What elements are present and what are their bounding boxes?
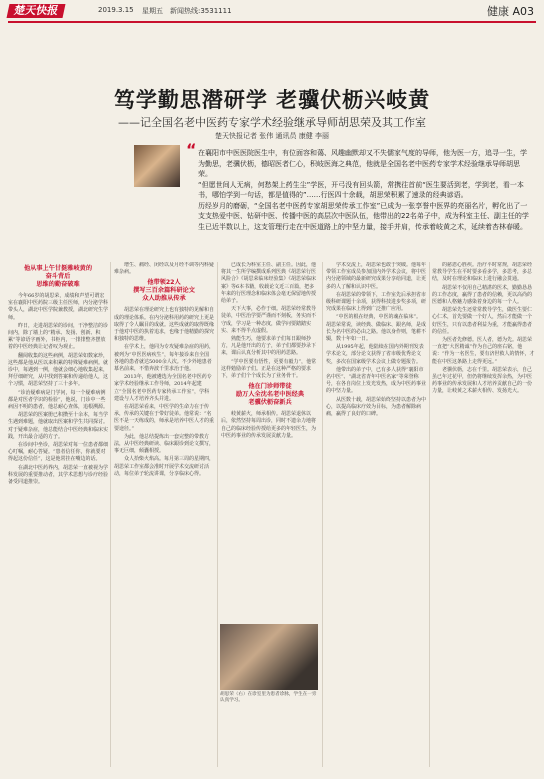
- paragraph: “诊治疑难病是门学问，每一个疑难病例都是对医者学识的检验”，他说，门诊中一些病因不明的患者，他总耐心查体，追根溯源。: [8, 389, 108, 411]
- intro-paragraph: 历经岁月的磨砺，“全国名老中医药专家胡思荣传承工作室”已成为一张享誉中医界的亮丽名片，孵化出了一支支热爱中医、钻研中医、传播中医的高层次中医队伍，他带出的22名弟子中，成为科室主任、副主任的学生已近半数以上，这支管理行走在中医道路上的中坚力量，接手并肩，传承着岐黄之术，延续着杏林春暖。: [198, 201, 529, 231]
- paragraph: 从1995年起，他陆续在国内外期刊发表学术论文，部分论文获得了省市级优秀论文奖，多次在国家级学术会议上做专题报告。: [326, 344, 424, 365]
- article-column-5: [432, 262, 536, 767]
- page-header: [0, 0, 544, 20]
- paragraph: 在胡思荣的带领下，工作室先后承担省市级科研课题十余项，获得科技进步奖多项，研究成果在临床上得到广泛推广应用。: [326, 291, 426, 313]
- paragraph: 今年66岁的胡思荣，成绩和声望可谓宏室在襄阳中医药院三级主任医师，内分泌学科带头人，湖北中医学院兼教授，湖北研究生学师。: [8, 293, 108, 321]
- paragraph: 岐黄薪火，师承相传。胡思荣退休以后，依然坚持每周出诊，同时不遗余力地将自己的临床经验传授给更多的年轻医生，为中医药事业的传承发展贡献力量。: [221, 411, 317, 439]
- article-column-4: [326, 262, 426, 767]
- headline: 笃学勤思潜研学 老骥伏枥兴岐黄: [113, 88, 431, 112]
- paragraph: 昨日，走进胡思荣的诊间，干净整洁的诊间内，除了墙上的“精承、发扬、创新、积累”等谚语字画外，书柜内，一排排整齐摆放着的中医经典让记者叹为观止。: [8, 322, 108, 351]
- paragraph: 他带出的弟子中，已有多人获得“襄阳市名中医”、“湖北省青年中医名家”等荣誉称号，在各自岗位上发光发热，成为中医药事业的中坚力量。: [326, 366, 426, 395]
- paragraph: “中医的根在经典，中医的魂在临床”。胡思荣常说，读经典、做临床、跟名师，是成长为名中医的必由之路。他以身作则，笔耕不辍，数十年如一日。: [326, 314, 426, 343]
- subheadline: ——记全国名老中医药专家学术经验继承导师胡思荣及其工作室: [118, 116, 426, 129]
- section-heading: 他带领22人 撰写三百余篇科研论文 众人助推从传承: [133, 279, 195, 303]
- section-heading: 他在门诊师带徒 励万人全沈名老中医经典 老骥伏枥奋新兵: [235, 383, 305, 407]
- byline: 楚天快报记者 张伟 通讯员 康健 李丽: [215, 132, 329, 140]
- intro-text: [198, 148, 532, 232]
- paragraph: 2013年，他被遴选为全国名老中医药专家学术经验继承工作导师，2014年起建立“全国名老中医药专家传承工作室”，学科建设与人才培养齐头并进。: [114, 374, 212, 402]
- column-divider: [429, 262, 430, 767]
- paragraph: 老骥伏枥，志在千里。胡思荣表示，自己虽已年过花甲，但仍将继续发挥余热，为中医药事业的传承发展和人才培养贡献自己的一份力量，让岐黄之术薪火相传、发扬光大。: [432, 366, 533, 395]
- paragraph: 胡思荣的医案册已积攒至十余本，每当学生遇到难题，他就取出医案和学生共同探讨。对于疑难杂症，他总能结合中医经典和临床实践，开出最合适的方子。: [8, 412, 108, 440]
- column-divider: [322, 262, 323, 767]
- page-number: A03: [512, 5, 534, 18]
- paragraph: 翻阅收集的这些病例，胡思荣如数家珍，这些都是他从医以来积累的特殊疑难病例。就诊中，每遇到一例，他就会细心地收集起来，拜仔细研究，从中找到答案和传递给他人，这个习惯，胡思荣坚持了三十多年。: [8, 352, 108, 388]
- paragraph: 在湖北中医药界内，胡思荣一直被视为学科发展的重要推动者，其学术思想与诊疗经验备受同道推崇。: [8, 464, 108, 486]
- paragraph: 在诊间中坐诊，胡思荣对每一位患者都细心叮嘱，耐心答疑。“患者信任你，你就要对得起这份信任”，这是他常挂在嘴边的话。: [8, 442, 108, 463]
- paragraph: 天下大事，必作于细。胡思荣经常教导徒弟，中医治学要严谨而不刻板，务实而不守成，学习是一种态度，做学问要踏踏实实、来不得半点虚假。: [221, 306, 317, 334]
- quote-mark-icon: “: [186, 140, 197, 159]
- paragraph: 增生、痛经、闭经以及月经不调等内科疑难杂病。: [114, 262, 214, 276]
- paragraph: 熟能生巧，他要求弟子们每日跟师抄方，凡是他开出的方子，弟子们都要抄录下来，课后认真分析其中的用药思路。: [221, 336, 317, 357]
- portrait-photo: [134, 145, 180, 187]
- header-rule: [8, 21, 536, 23]
- intro-paragraph: “但愿世间人无病，何愁架上药生尘”学医，开弓没有回头箭，常携往首前“医生要活到老，学到老，看一本书，哪怕学到一句话，都是值得的”……行医四十余载，胡思荣积累了速录的经典谚语。: [198, 180, 524, 199]
- paragraph: 从医数十载，胡思荣始终坚持以患者为中心，以提高临床疗效为目标，为患者解除病痛，赢得了良好的口碑。: [326, 396, 426, 418]
- paragraph: 胡思荣不仅用自己精湛的医术，勤勤恳恳的工作态度，赢得了患者的信赖，更以高尚的医德和人格魅力感染着身边的每一个人。: [432, 284, 533, 306]
- section-label: [487, 3, 534, 19]
- paragraph: 胡思荣在理论研究上也有独特的见解和自成的理论体系。在内分泌科用药的研究上更是取得了令人瞩目的成就。这些成就的取得既缘于他对中医的执着追求，也缘于他精勤的探究和独特的思维。: [114, 307, 214, 343]
- news-hotline: 新闻热线:3531111: [170, 7, 232, 15]
- issue-weekday: 星期五: [142, 7, 163, 15]
- intro-paragraph: 在襄阳市中医医院医生中，有位面容和蔼、风趣幽默却又不失儒家气度的导师，他为医一方，追寻一生，学为勤思，老骥伏枥，德昭医者仁心，积岐医海之典范，他就是全国名老中医药专家学术经验继承导师胡思荣。: [198, 149, 527, 178]
- paragraph: 为医者先修德。医人者，德为先。胡思荣一直把“大医精诚”作为自己的座右铭，他说：“作为一名医生，要有济世救人的情怀，才能在中医这条路上走得更远。”: [432, 337, 535, 365]
- photo-caption: 胡思荣（右）在诊室里为患者诊脉，学生在一旁认真学习。: [220, 692, 317, 704]
- paragraph: 的慈恩心胜疾。治疗平时常规，胡思荣经常教导学生在平时要多看多学，多思考，多总结，及时在理论和临床上进行融会贯通。: [432, 262, 533, 283]
- paragraph: 众人拾柴火焰高。每月第三周的星期四，胡思荣工作室都会准时开展学术交流研讨活动，每位弟子轮流讲课，分享临床心得。: [114, 456, 214, 477]
- paragraph: “学中医要有悟性，更要有毅力”，他常这样勉励弟子们。正是在这种严格的要求下，弟子们个个成长为了业务骨干。: [221, 358, 317, 380]
- column-divider: [110, 262, 111, 767]
- section-name: 健康: [486, 5, 509, 18]
- paragraph: 为此，他总结提炼出一套完整的带教方法，从中医经典研读、临床跟诊到论文撰写，事无巨细，倾囊相授。: [114, 433, 214, 455]
- column-divider: [217, 262, 218, 767]
- paragraph: 在胡思荣看来，中医学的生命力在于传承，传承的关键在于带好徒弟。他常说：“名医不是一天练成的，师承是培养中医人才的重要途径。”: [114, 404, 214, 432]
- paragraph: 已成长为科室主任、副主任。因此，他将其一生所学编撰成系列医典《胡思荣行医风险合》《胡思荣临床经验集》《胡思荣临床案》等6本书籍，收载论文近三百篇，把多年来的行医理念和临床体会毫无保留地传授给弟子。: [221, 262, 317, 305]
- paragraph: 学术交流上，胡思荣也敢于突破。他每年带领工作室成员参加国内外学术会议，将中医内分泌领域的最新研究成果分享给同道，让更多的人了解和认识中医。: [326, 262, 426, 290]
- article-column-1: [8, 262, 108, 767]
- section-heading: 他从事上午甘挺雅岐黄的 奋斗背后 思维的勤奋破难: [23, 265, 93, 288]
- paragraph: 胡思荣先生还常常教导学生，做医生要仁心仁术，首先要做一个好人，然后才能做一个好医生，只有以患者利益为重，才能赢得患者的信任。: [432, 307, 533, 335]
- issue-date: 2019.3.15: [98, 6, 134, 14]
- article-column-2: [114, 262, 214, 767]
- newspaper-logo: 楚天快报: [7, 4, 66, 18]
- clinic-photo: [220, 624, 318, 690]
- paragraph: 在学术上，他同为专攻疑难杂症的用药，被列为“中医医病疾生”，每年接诊来自全国各地的患者就达5000余人次。不少外地患者慕名前来，不惜奔波千里求治于他。: [114, 344, 214, 373]
